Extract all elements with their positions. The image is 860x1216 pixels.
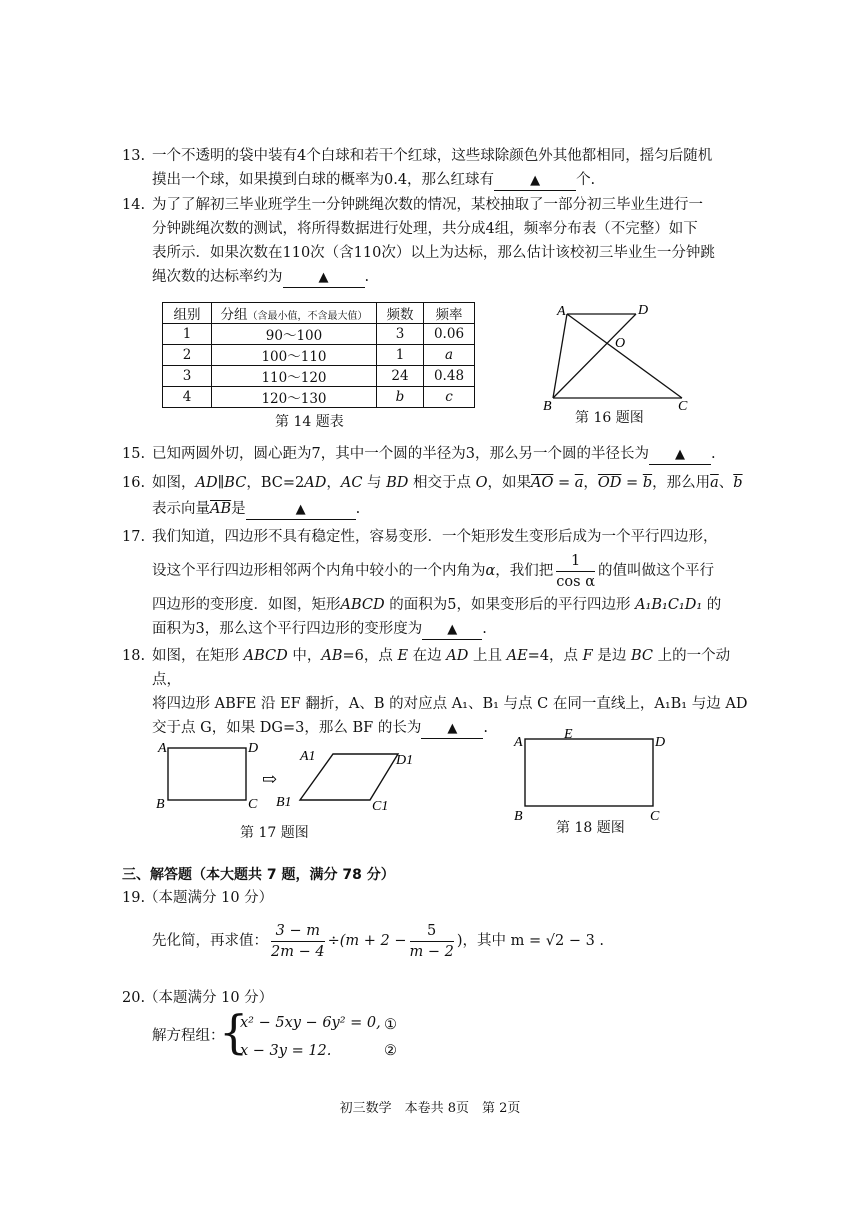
question-number: 14.: [122, 197, 146, 213]
point-label-d: D: [655, 735, 666, 750]
point-label-b: B: [156, 797, 165, 812]
table-row: [163, 345, 475, 366]
question-text: 交于点 G，如果 DG=3，那么 BF 的长为: [152, 720, 422, 736]
question-text: 表所示．如果次数在110次（含110次）以上为达标，那么估计该校初三毕业生一分钟跳: [152, 245, 715, 261]
fraction-5: [410, 921, 454, 962]
header-cell: [212, 303, 377, 324]
question-text: ，BC=2: [246, 475, 305, 491]
question-score: （本题满分 10 分）: [144, 990, 274, 1006]
math-expr: BC: [630, 648, 653, 664]
point-label-b: B: [514, 809, 523, 824]
math-expr: O: [475, 475, 488, 491]
question-14: [122, 193, 750, 289]
page-footer: 初三数学 本卷共 8页 第 2页: [339, 1101, 521, 1116]
math-expr: =: [621, 475, 643, 491]
question-text: 解方程组：: [152, 1028, 225, 1044]
question-text: 如图，: [152, 475, 196, 491]
point-label-c: C: [678, 399, 688, 412]
question-text: 在边: [408, 648, 447, 664]
table-cell: 100～110: [212, 345, 377, 366]
table-cell: 3: [163, 366, 212, 387]
question-19: [122, 886, 750, 966]
question-score: （本题满分 10 分）: [144, 890, 274, 906]
math-expr: AE: [506, 648, 528, 664]
question-text: ，我们把: [495, 563, 554, 579]
fraction-3-m: [271, 921, 325, 962]
question-text: 绳次数的达标率约为: [152, 269, 283, 285]
question-text: 一个不透明的袋中装有4个白球和若干个红球，这些球除颜色外其他都相同，摇匀后随机: [152, 148, 713, 164]
table-cell: 2: [163, 345, 212, 366]
fraction-bottom: m − 2: [409, 943, 454, 960]
vector-ab: $\overline{AB}$: [210, 501, 232, 517]
question-text: 的值叫做这个平行: [598, 563, 714, 579]
question-text: 将四边形 ABFE 沿 EF 翻折，A、B 的对应点 A₁、B₁ 与点 C 在同一直线上，A₁B₁ 与边 AD: [152, 696, 748, 712]
math-expr: AD∥BC: [195, 475, 247, 491]
table-cell: 90～100: [212, 324, 377, 345]
equation-1: x² − 5xy − 6y² = 0,: [240, 1015, 381, 1031]
table-cell: 1: [163, 324, 212, 345]
point-label-c: C: [650, 809, 660, 824]
vector-ao: $\overline{AO}$: [531, 475, 554, 491]
question-text: =4，点: [527, 648, 583, 664]
point-label-c: C: [248, 797, 258, 812]
question-15: [122, 442, 750, 466]
figure-17: [150, 732, 430, 814]
frequency-table: [162, 302, 475, 408]
question-text: ，: [583, 475, 598, 491]
point-label-a: A: [557, 304, 566, 319]
question-number: 15.: [122, 446, 146, 462]
answer-blank[interactable]: ▲: [422, 620, 482, 640]
header-cell-main: 分组: [220, 307, 248, 323]
point-label-b1: B1: [276, 795, 292, 810]
fraction-bottom: cos α: [556, 573, 595, 590]
figure-caption: 第 16 题图: [575, 410, 644, 426]
question-number: 19.: [122, 890, 146, 906]
point-label-o: O: [615, 336, 626, 351]
question-text: .: [355, 501, 361, 517]
question-text: 四边形的变形度．如图，矩形: [152, 597, 341, 613]
question-text: 上的一个动点，: [152, 648, 731, 688]
question-text: 已知两圆外切，圆心距为7，其中一个圆的半径为3，那么另一个圆的半径长为: [152, 446, 649, 462]
question-number: 18.: [122, 648, 146, 664]
point-label-b: B: [543, 399, 552, 412]
math-expr: A₁B₁C₁D₁: [635, 597, 703, 613]
math-expr: =: [553, 475, 575, 491]
question-text: 设这个平行四边形相邻两个内角中较小的一个内角为: [152, 563, 486, 579]
table-cell: a: [424, 345, 475, 366]
table-cell: 0.48: [424, 366, 475, 387]
question-text: 个.: [576, 172, 596, 188]
system-brace: {: [219, 1005, 249, 1059]
table-cell: b: [377, 387, 424, 408]
question-text: =6，点: [342, 648, 398, 664]
header-cell: 频率: [424, 303, 475, 324]
point-label-e: E: [564, 727, 573, 742]
question-text: 中，: [287, 648, 322, 664]
table-row: [163, 366, 475, 387]
point-label-d: D: [248, 741, 259, 756]
header-cell: 频数: [377, 303, 424, 324]
figure-caption: 第 17 题图: [240, 825, 309, 841]
point-label-d1: D1: [396, 753, 414, 768]
table-cell: c: [424, 387, 475, 408]
figure-18: [510, 724, 685, 824]
question-text: 为了了解初三毕业班学生一分钟跳绳次数的情况，某校抽取了一部分初三毕业生进行一: [152, 197, 703, 213]
point-label-d: D: [638, 303, 649, 318]
question-16: [122, 471, 750, 521]
table-header-row: [163, 303, 475, 324]
question-text: 的面积为5，如果变形后的平行四边形: [384, 597, 636, 613]
equation-2: x − 3y = 12.: [240, 1043, 332, 1059]
point-label-c1: C1: [372, 799, 389, 814]
table-cell: 24: [377, 366, 424, 387]
question-text: ，其中 m = √2 − 3 .: [462, 933, 605, 949]
math-expr: ABCD: [340, 597, 385, 613]
question-text: .: [364, 269, 370, 285]
answer-blank[interactable]: ▲: [246, 500, 356, 520]
table-row: [163, 387, 475, 408]
fraction-top: 3 − m: [271, 921, 325, 942]
vector-a: $\overline{a}$: [574, 475, 584, 491]
point-label-a: A: [514, 735, 523, 750]
question-text: .: [482, 621, 487, 637]
fraction-bottom: 2m − 4: [271, 943, 325, 960]
section-heading: 三、解答题（本大题共 7 题，满分 78 分）: [122, 867, 395, 883]
question-text: ，: [326, 475, 341, 491]
point-label-a: A: [158, 741, 167, 756]
transform-arrow: ⇨: [262, 769, 278, 789]
question-text: 是: [231, 501, 246, 517]
question-text: 表示向量: [152, 501, 210, 517]
table-cell: 1: [377, 345, 424, 366]
question-text: ，那么用: [652, 475, 711, 491]
question-number: 16.: [122, 475, 146, 491]
fraction-1-over-cos: [556, 551, 595, 592]
math-expr: BD: [386, 475, 409, 491]
question-number: 13.: [122, 148, 146, 164]
fraction-top: 5: [410, 921, 454, 942]
math-expr: ABCD: [243, 648, 288, 664]
vector-b: $\overline{b}$: [642, 475, 653, 491]
vector-a: $\overline{a}$: [710, 475, 719, 491]
table-row: [163, 324, 475, 345]
question-text: 如图，在矩形: [152, 648, 244, 664]
math-alpha: α: [485, 563, 496, 579]
question-text: 分钟跳绳次数的测试，将所得数据进行处理，共分成4组，频率分布表（不完整）如下: [152, 221, 698, 237]
math-expr: ÷(m + 2 −: [327, 933, 407, 949]
question-text: 与: [362, 475, 387, 491]
vector-od: $\overline{OD}$: [597, 475, 622, 491]
question-number: 17.: [122, 529, 146, 545]
math-expr: AC: [340, 475, 363, 491]
question-text: 我们知道，四边形不具有稳定性，容易变形．一个矩形发生变形后成为一个平行四边形，: [152, 529, 718, 545]
header-cell-note: （含最小值，不含最大值）: [247, 311, 368, 322]
question-number: 20.: [122, 990, 146, 1006]
answer-blank[interactable]: ▲: [421, 719, 483, 739]
table-cell: 120～130: [212, 387, 377, 408]
question-text: 摸出一个球，如果摸到白球的概率为0.4，那么红球有: [152, 172, 495, 188]
question-13: [122, 144, 750, 192]
math-expr: AD: [446, 648, 469, 664]
answer-blank[interactable]: ▲: [649, 445, 711, 465]
table-cell: 4: [163, 387, 212, 408]
header-cell: 组别: [163, 303, 212, 324]
question-text: .: [710, 446, 716, 462]
equation-mark: ②: [384, 1043, 397, 1059]
question-text: 是边: [592, 648, 631, 664]
question-20: [122, 986, 750, 1010]
math-expr: ): [456, 933, 463, 949]
question-text: 面积为3，那么这个平行四边形的变形度为: [152, 621, 423, 637]
question-text: 先化简，再求值：: [152, 933, 268, 949]
table-cell: 3: [377, 324, 424, 345]
answer-blank[interactable]: ▲: [494, 171, 576, 191]
question-text: 相交于点: [408, 475, 476, 491]
point-label-a1: A1: [300, 749, 316, 764]
table-cell: 0.06: [424, 324, 475, 345]
question-text: .: [483, 720, 488, 736]
math-expr: AB: [321, 648, 343, 664]
question-17: [122, 525, 750, 641]
table-caption: 第 14 题表: [275, 414, 344, 430]
question-text: ，如果: [487, 475, 532, 491]
table-cell: 110～120: [212, 366, 377, 387]
question-text: 、: [718, 475, 734, 491]
math-expr: F: [582, 648, 593, 664]
equation-mark: ①: [384, 1017, 397, 1033]
figure-16: [540, 300, 710, 412]
fraction-top: 1: [556, 551, 595, 572]
math-expr: E: [397, 648, 409, 664]
figure-caption: 第 18 题图: [556, 820, 625, 836]
answer-blank[interactable]: ▲: [283, 268, 365, 288]
question-text: 的: [702, 597, 722, 613]
math-expr: AD: [304, 475, 327, 491]
vector-b: $\overline{b}$: [733, 475, 743, 491]
question-text: 上且: [468, 648, 507, 664]
